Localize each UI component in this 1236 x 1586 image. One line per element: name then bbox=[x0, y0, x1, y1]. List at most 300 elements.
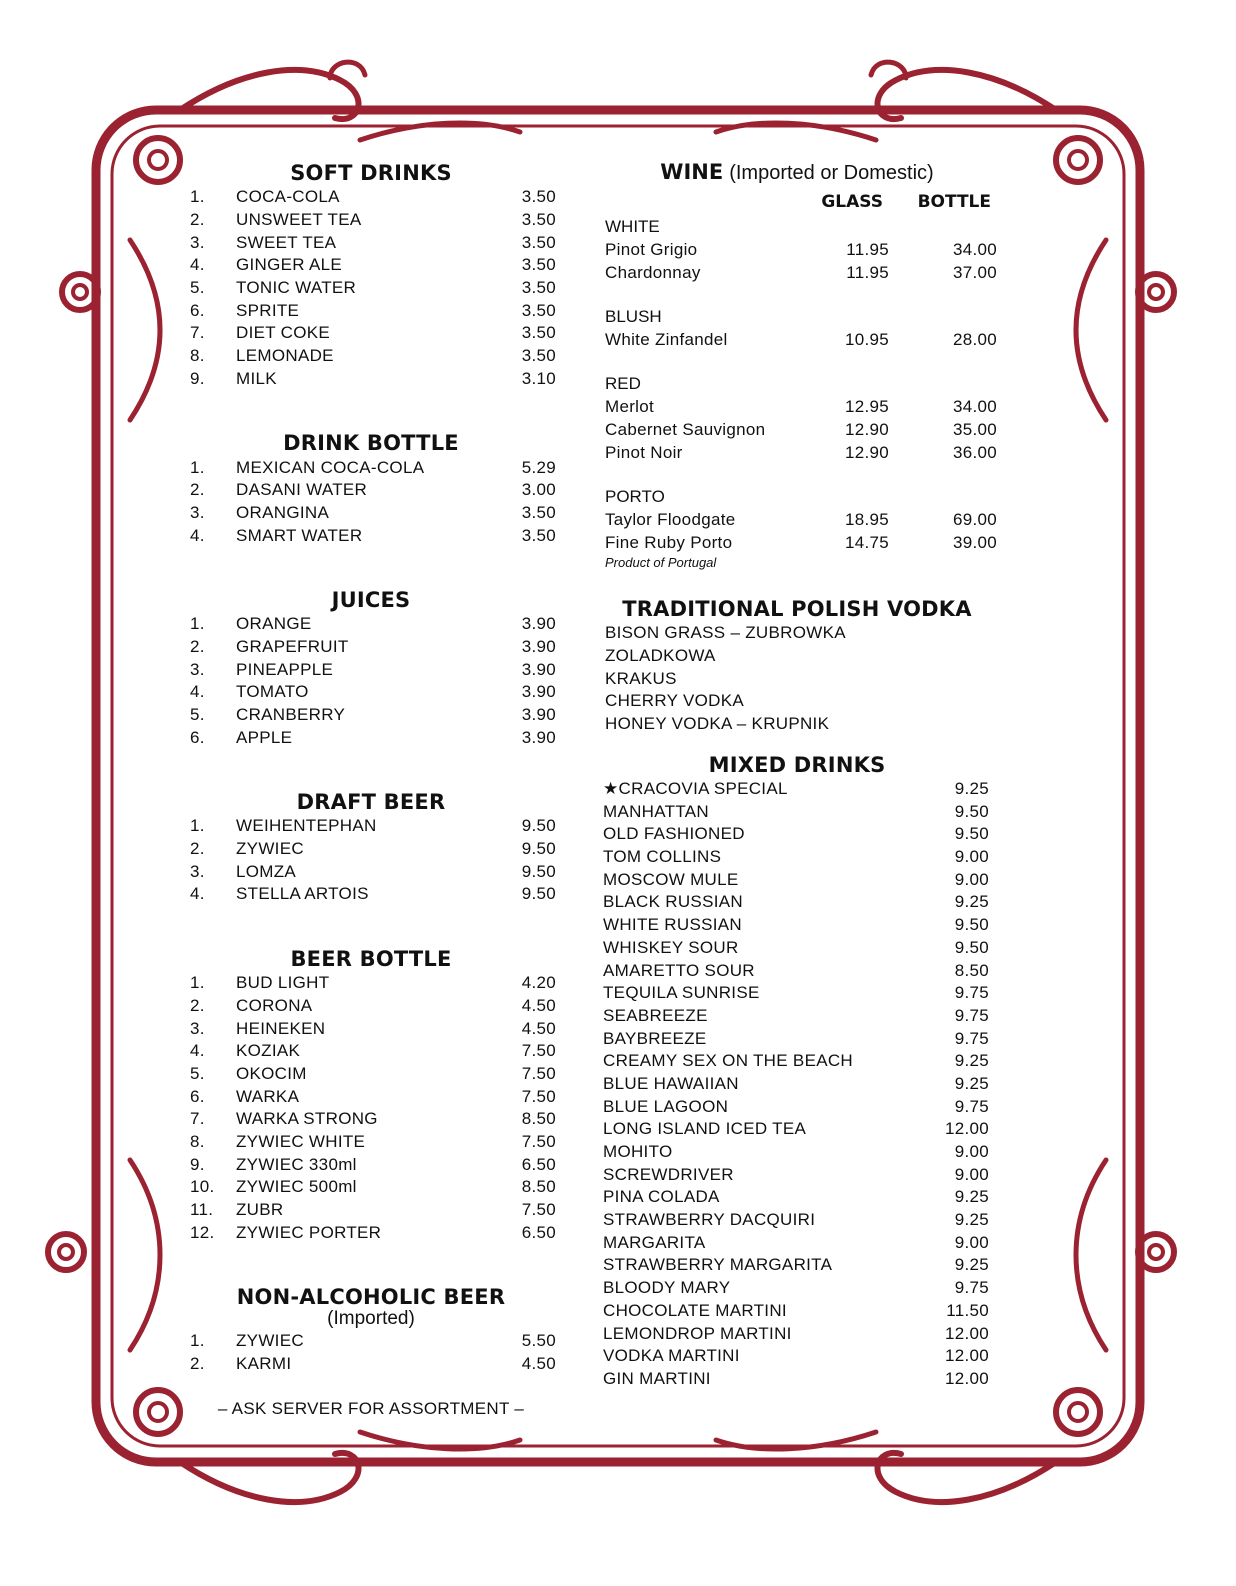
bottle-price: 35.00 bbox=[952, 420, 997, 440]
item-name: WARKA STRONG bbox=[236, 1109, 378, 1129]
item-number: 7. bbox=[190, 1109, 205, 1129]
item-price: 9.50 bbox=[521, 839, 556, 859]
drink-name: LONG ISLAND ICED TEA bbox=[603, 1119, 807, 1139]
drink-price: 9.75 bbox=[954, 1028, 989, 1048]
glass-price: 11.95 bbox=[846, 240, 889, 260]
mixed-drink-item bbox=[597, 1322, 997, 1345]
item-price: 3.90 bbox=[521, 659, 556, 679]
item-name: KARMI bbox=[236, 1354, 292, 1374]
drink-name: VODKA MARTINI bbox=[603, 1346, 740, 1366]
item-number: 4. bbox=[190, 884, 205, 904]
item-number: 7. bbox=[190, 323, 205, 343]
item-name: CORONA bbox=[236, 995, 313, 1015]
item-name: UNSWEET TEA bbox=[236, 210, 362, 230]
item-price: 7.50 bbox=[521, 1131, 556, 1151]
mixed-drink-item bbox=[597, 778, 997, 801]
item-price: 6.50 bbox=[521, 1222, 556, 1242]
wine-item bbox=[597, 261, 997, 284]
list-item bbox=[186, 658, 556, 681]
section-soft-drinks bbox=[186, 160, 556, 390]
drink-price: 12.00 bbox=[944, 1346, 989, 1366]
item-name: KOZIAK bbox=[236, 1041, 301, 1061]
mixed-drink-item bbox=[597, 1277, 997, 1300]
vodka-item: CHERRY VODKA bbox=[605, 691, 745, 711]
section-title: MIXED DRINKS bbox=[708, 752, 886, 777]
item-price: 3.90 bbox=[521, 705, 556, 725]
list-item bbox=[186, 1108, 556, 1131]
list-item bbox=[186, 524, 556, 547]
mixed-drink-item bbox=[597, 914, 997, 937]
section-beer-bottle bbox=[186, 946, 556, 1244]
vodka-item: HONEY VODKA – KRUPNIK bbox=[605, 714, 830, 733]
item-price: 3.50 bbox=[521, 210, 556, 230]
drink-name: MARGARITA bbox=[603, 1232, 706, 1252]
mixed-drink-item bbox=[597, 1118, 997, 1141]
drink-name: AMARETTO SOUR bbox=[603, 960, 755, 980]
wine-category: BLUSH bbox=[605, 307, 662, 327]
item-list bbox=[186, 613, 556, 749]
list-item bbox=[186, 322, 556, 345]
item-number: 4. bbox=[190, 682, 205, 702]
item-name: TONIC WATER bbox=[236, 278, 357, 298]
drink-name: BLACK RUSSIAN bbox=[603, 892, 743, 912]
item-number: 2. bbox=[190, 636, 205, 656]
drink-price: 9.75 bbox=[954, 1278, 989, 1298]
item-number: 12. bbox=[190, 1222, 215, 1242]
bottle-price: 34.00 bbox=[952, 397, 997, 417]
wine-name: Merlot bbox=[605, 397, 655, 417]
bottle-price: 36.00 bbox=[952, 442, 997, 462]
list-item bbox=[186, 681, 556, 704]
item-number: 1. bbox=[190, 614, 205, 634]
mixed-drink-item bbox=[597, 1209, 997, 1232]
drink-name: OLD FASHIONED bbox=[603, 824, 745, 844]
wine-item bbox=[597, 532, 997, 555]
list-item bbox=[186, 254, 556, 277]
item-name: ZYWIEC 330ml bbox=[236, 1154, 357, 1174]
item-name: ZYWIEC bbox=[236, 1331, 304, 1351]
bottle-price: 39.00 bbox=[952, 532, 997, 552]
item-name: SWEET TEA bbox=[236, 232, 337, 252]
drink-price: 12.00 bbox=[944, 1323, 989, 1343]
item-price: 4.20 bbox=[521, 973, 556, 993]
section-mixed-drinks bbox=[597, 752, 997, 1391]
wine-category: PORTO bbox=[605, 487, 665, 507]
mixed-drink-item bbox=[597, 1231, 997, 1254]
item-price: 3.50 bbox=[521, 525, 556, 545]
wine-category: WHITE bbox=[605, 217, 660, 236]
mixed-drink-item bbox=[597, 800, 997, 823]
bottle-price: 34.00 bbox=[952, 240, 997, 260]
item-number: 3. bbox=[190, 659, 205, 679]
item-price: 7.50 bbox=[521, 1041, 556, 1061]
drink-name: PINA COLADA bbox=[603, 1187, 720, 1207]
list-item bbox=[186, 1176, 556, 1199]
item-name: APPLE bbox=[236, 727, 293, 747]
item-name: TOMATO bbox=[236, 682, 309, 702]
item-price: 3.50 bbox=[521, 502, 556, 522]
section-title: SOFT DRINKS bbox=[290, 161, 452, 185]
item-name: SMART WATER bbox=[236, 525, 363, 545]
spacer bbox=[597, 284, 997, 306]
item-name: STELLA ARTOIS bbox=[236, 884, 369, 904]
item-list bbox=[186, 972, 556, 1244]
wine-name: Pinot Grigio bbox=[605, 240, 698, 260]
drink-name: STRAWBERRY DACQUIRI bbox=[603, 1210, 816, 1230]
glass-price: 11.95 bbox=[846, 262, 889, 282]
item-number: 3. bbox=[190, 232, 205, 252]
item-name: ZYWIEC PORTER bbox=[236, 1222, 382, 1242]
list-item bbox=[186, 299, 556, 322]
drink-name: SEABREEZE bbox=[603, 1005, 708, 1025]
item-name: ORANGE bbox=[236, 614, 312, 634]
item-number: 1. bbox=[190, 457, 205, 477]
mixed-drink-item bbox=[597, 959, 997, 982]
drink-price: 12.00 bbox=[944, 1119, 989, 1139]
drink-price: 9.00 bbox=[954, 1142, 989, 1162]
item-price: 4.50 bbox=[521, 1354, 556, 1374]
item-number: 3. bbox=[190, 1018, 205, 1038]
drink-price: 9.50 bbox=[954, 937, 989, 957]
item-number: 6. bbox=[190, 300, 205, 320]
drink-name: BAYBREEZE bbox=[603, 1028, 707, 1048]
list-item bbox=[186, 1353, 556, 1376]
section-title: JUICES bbox=[331, 587, 411, 612]
item-price: 6.50 bbox=[521, 1154, 556, 1174]
item-name: WEIHENTEPHAN bbox=[236, 816, 377, 836]
section-subtitle: (Imported) bbox=[327, 1308, 415, 1330]
bottle-price: 69.00 bbox=[952, 510, 997, 530]
item-price: 3.50 bbox=[521, 187, 556, 207]
item-list bbox=[186, 456, 556, 547]
section-drink-bottle bbox=[186, 430, 556, 547]
section-title: WINE bbox=[660, 160, 724, 184]
item-number: 1. bbox=[190, 187, 205, 207]
mixed-drink-item bbox=[597, 1005, 997, 1028]
item-number: 5. bbox=[190, 1063, 205, 1083]
mixed-drink-item bbox=[597, 1368, 997, 1391]
drink-name: WHISKEY SOUR bbox=[603, 937, 739, 957]
item-number: 1. bbox=[190, 816, 205, 836]
item-name: MILK bbox=[236, 368, 277, 388]
section-wine bbox=[597, 160, 997, 572]
item-price: 3.50 bbox=[521, 346, 556, 366]
list-item bbox=[186, 726, 556, 749]
list-item bbox=[186, 1330, 556, 1353]
drink-price: 9.75 bbox=[954, 1096, 989, 1116]
mixed-drink-item bbox=[597, 1186, 997, 1209]
list-item bbox=[186, 1131, 556, 1154]
section-title: BEER BOTTLE bbox=[290, 946, 452, 971]
item-number: 8. bbox=[190, 346, 205, 366]
section-juices bbox=[186, 587, 556, 749]
item-name: CRANBERRY bbox=[236, 705, 346, 725]
item-price: 3.50 bbox=[521, 278, 556, 298]
mixed-drink-item bbox=[597, 1141, 997, 1164]
item-price: 3.50 bbox=[521, 323, 556, 343]
item-price: 7.50 bbox=[521, 1063, 556, 1083]
item-number: 2. bbox=[190, 210, 205, 230]
item-number: 2. bbox=[190, 480, 205, 500]
drink-price: 9.00 bbox=[954, 1232, 989, 1252]
wine-list bbox=[597, 216, 997, 572]
item-price: 4.50 bbox=[521, 995, 556, 1015]
item-number: 5. bbox=[190, 278, 205, 298]
drink-price: 12.00 bbox=[944, 1368, 989, 1388]
drink-price: 9.25 bbox=[954, 892, 989, 912]
glass-price: 12.90 bbox=[844, 442, 889, 462]
glass-header: GLASS bbox=[821, 192, 883, 212]
drink-name: SCREWDRIVER bbox=[603, 1164, 734, 1184]
mixed-drink-item bbox=[597, 1027, 997, 1050]
list-item bbox=[186, 704, 556, 727]
list-item bbox=[186, 613, 556, 636]
item-number: 2. bbox=[190, 839, 205, 859]
drink-price: 9.25 bbox=[954, 1255, 989, 1275]
item-number: 10. bbox=[190, 1177, 215, 1197]
drink-price: 9.50 bbox=[954, 915, 989, 935]
wine-item bbox=[597, 509, 997, 532]
item-list bbox=[186, 186, 556, 390]
item-number: 6. bbox=[190, 727, 205, 747]
bottle-price: 28.00 bbox=[952, 330, 997, 350]
drink-price: 11.50 bbox=[946, 1300, 989, 1320]
section-title: DRINK BOTTLE bbox=[283, 431, 459, 456]
glass-price: 14.75 bbox=[844, 532, 889, 552]
drink-price: 9.75 bbox=[954, 983, 989, 1003]
item-name: DIET COKE bbox=[236, 323, 331, 343]
drink-name: CHOCOLATE MARTINI bbox=[603, 1300, 787, 1320]
mixed-drink-item bbox=[597, 982, 997, 1005]
item-price: 7.50 bbox=[521, 1086, 556, 1106]
wine-name: Chardonnay bbox=[605, 262, 701, 282]
wine-name: Pinot Noir bbox=[605, 442, 683, 462]
item-price: 3.10 bbox=[521, 368, 556, 388]
item-price: 7.50 bbox=[521, 1200, 556, 1220]
item-number: 1. bbox=[190, 973, 205, 993]
item-price: 9.50 bbox=[521, 884, 556, 904]
vodka-item: ZOLADKOWA bbox=[605, 645, 716, 665]
drink-price: 9.25 bbox=[954, 1051, 989, 1071]
list-item bbox=[186, 883, 556, 906]
left-column bbox=[186, 160, 556, 1419]
item-price: 3.00 bbox=[521, 480, 556, 500]
list-item bbox=[186, 1153, 556, 1176]
wine-header bbox=[597, 160, 997, 186]
drink-name: LEMONDROP MARTINI bbox=[603, 1323, 792, 1343]
list-item bbox=[186, 209, 556, 232]
mixed-drink-item bbox=[597, 1345, 997, 1368]
list-item bbox=[186, 838, 556, 861]
drink-name: ★CRACOVIA SPECIAL bbox=[603, 779, 788, 799]
right-column bbox=[597, 160, 997, 1390]
item-name: MEXICAN COCA-COLA bbox=[236, 457, 425, 477]
list-item bbox=[186, 1199, 556, 1222]
item-price: 5.29 bbox=[521, 457, 556, 477]
item-name: ZYWIEC 500ml bbox=[236, 1177, 357, 1197]
list-item bbox=[186, 860, 556, 883]
item-name: COCA-COLA bbox=[236, 187, 340, 207]
item-price: 8.50 bbox=[521, 1177, 556, 1197]
list-item bbox=[186, 277, 556, 300]
list-item bbox=[186, 1063, 556, 1086]
wine-category: RED bbox=[605, 374, 641, 394]
item-name: ZYWIEC WHITE bbox=[236, 1131, 366, 1151]
item-number: 4. bbox=[190, 1041, 205, 1061]
mixed-drink-item bbox=[597, 868, 997, 891]
item-number: 3. bbox=[190, 861, 205, 881]
item-list bbox=[186, 815, 556, 906]
mixed-drink-item bbox=[597, 1095, 997, 1118]
glass-price: 12.90 bbox=[844, 420, 889, 440]
mixed-drinks-list bbox=[597, 778, 997, 1391]
wine-name: Taylor Floodgate bbox=[605, 510, 736, 530]
item-price: 9.50 bbox=[521, 816, 556, 836]
drink-name: MOSCOW MULE bbox=[603, 869, 739, 889]
drink-price: 9.25 bbox=[954, 779, 989, 799]
item-price: 4.50 bbox=[521, 1018, 556, 1038]
item-name: SPRITE bbox=[236, 300, 300, 320]
wine-name: Fine Ruby Porto bbox=[605, 532, 733, 552]
drink-name: TOM COLLINS bbox=[603, 847, 722, 867]
mixed-drink-item bbox=[597, 1073, 997, 1096]
list-item bbox=[186, 479, 556, 502]
section-title: NON-ALCOHOLIC BEER bbox=[236, 1285, 506, 1310]
drink-name: TEQUILA SUNRISE bbox=[603, 983, 760, 1003]
drink-price: 9.25 bbox=[954, 1187, 989, 1207]
list-item bbox=[186, 995, 556, 1018]
item-name: ZUBR bbox=[236, 1200, 284, 1220]
list-item bbox=[186, 815, 556, 838]
drink-name: MANHATTAN bbox=[603, 801, 709, 821]
glass-price: 18.95 bbox=[844, 510, 889, 530]
item-price: 3.50 bbox=[521, 300, 556, 320]
drink-name: MOHITO bbox=[603, 1142, 673, 1162]
drink-name: GIN MARTINI bbox=[603, 1368, 711, 1388]
list-item bbox=[186, 368, 556, 391]
item-name: HEINEKEN bbox=[236, 1018, 326, 1038]
list-item bbox=[186, 636, 556, 659]
item-name: ZYWIEC bbox=[236, 839, 304, 859]
item-number: 1. bbox=[190, 1331, 205, 1351]
wine-item bbox=[597, 329, 997, 352]
drink-price: 9.00 bbox=[954, 1164, 989, 1184]
list-item bbox=[186, 1017, 556, 1040]
item-number: 2. bbox=[190, 995, 205, 1015]
list-item bbox=[186, 345, 556, 368]
list-item bbox=[186, 231, 556, 254]
item-number: 11. bbox=[190, 1200, 214, 1220]
mixed-drink-item bbox=[597, 891, 997, 914]
list-item bbox=[186, 1221, 556, 1244]
item-name: WARKA bbox=[236, 1086, 300, 1106]
section-non-alcoholic-beer bbox=[186, 1284, 556, 1419]
item-number: 5. bbox=[190, 705, 205, 725]
bottle-header: BOTTLE bbox=[917, 192, 991, 212]
item-name: GRAPEFRUIT bbox=[236, 636, 349, 656]
item-name: LOMZA bbox=[236, 861, 297, 881]
section-draft-beer bbox=[186, 789, 556, 906]
wine-item bbox=[597, 419, 997, 442]
drink-name: STRAWBERRY MARGARITA bbox=[603, 1255, 833, 1275]
item-number: 2. bbox=[190, 1354, 205, 1374]
wine-item bbox=[597, 442, 997, 465]
item-number: 9. bbox=[190, 368, 205, 388]
item-name: OKOCIM bbox=[236, 1063, 307, 1083]
item-name: BUD LIGHT bbox=[236, 973, 330, 993]
item-name: LEMONADE bbox=[236, 346, 334, 366]
drink-price: 9.25 bbox=[954, 1210, 989, 1230]
mixed-drink-item bbox=[597, 937, 997, 960]
item-name: ORANGINA bbox=[236, 502, 330, 522]
vodka-item: BISON GRASS – ZUBROWKA bbox=[605, 623, 846, 643]
drink-price: 9.50 bbox=[954, 801, 989, 821]
wine-name: Cabernet Sauvignon bbox=[605, 420, 766, 440]
list-item bbox=[186, 186, 556, 209]
drink-price: 9.00 bbox=[954, 869, 989, 889]
wine-column-headers bbox=[597, 192, 997, 216]
item-price: 9.50 bbox=[521, 861, 556, 881]
assortment-note: – ASK SERVER FOR ASSORTMENT – bbox=[217, 1399, 525, 1419]
mixed-drink-item bbox=[597, 846, 997, 869]
item-name: GINGER ALE bbox=[236, 255, 342, 275]
item-price: 5.50 bbox=[521, 1331, 556, 1351]
drink-price: 9.75 bbox=[954, 1005, 989, 1025]
drink-price: 9.50 bbox=[954, 824, 989, 844]
drink-price: 9.25 bbox=[954, 1073, 989, 1093]
vodka-list bbox=[597, 622, 997, 735]
spacer bbox=[597, 351, 997, 373]
item-price: 3.50 bbox=[521, 255, 556, 275]
wine-name: White Zinfandel bbox=[605, 330, 728, 350]
item-number: 9. bbox=[190, 1154, 205, 1174]
mixed-drink-item bbox=[597, 1254, 997, 1277]
list-item bbox=[186, 502, 556, 525]
item-number: 8. bbox=[190, 1131, 205, 1151]
origin-note: Product of Portugal bbox=[605, 555, 717, 571]
item-price: 3.90 bbox=[521, 636, 556, 656]
item-list bbox=[186, 1330, 556, 1375]
list-item bbox=[186, 456, 556, 479]
item-price: 3.90 bbox=[521, 682, 556, 702]
section-title: TRADITIONAL POLISH VODKA bbox=[622, 597, 972, 622]
list-item bbox=[186, 1085, 556, 1108]
item-number: 4. bbox=[190, 255, 205, 275]
section-subtitle: (Imported or Domestic) bbox=[729, 162, 934, 184]
glass-price: 12.95 bbox=[844, 397, 889, 417]
item-number: 4. bbox=[190, 525, 205, 545]
glass-price: 10.95 bbox=[844, 330, 889, 350]
wine-item bbox=[597, 239, 997, 262]
drink-price: 8.50 bbox=[954, 960, 989, 980]
vodka-item: KRAKUS bbox=[605, 668, 677, 688]
bottle-price: 37.00 bbox=[952, 262, 997, 282]
item-price: 3.50 bbox=[521, 232, 556, 252]
list-item bbox=[186, 972, 556, 995]
mixed-drink-item bbox=[597, 1163, 997, 1186]
drink-name: BLOODY MARY bbox=[603, 1278, 731, 1298]
section-polish-vodka bbox=[597, 596, 997, 735]
drink-name: BLUE LAGOON bbox=[603, 1096, 729, 1116]
item-name: PINEAPPLE bbox=[236, 659, 334, 679]
mixed-drink-item bbox=[597, 823, 997, 846]
spacer bbox=[597, 464, 997, 486]
list-item bbox=[186, 1040, 556, 1063]
item-number: 3. bbox=[190, 502, 205, 522]
drink-name: BLUE HAWAIIAN bbox=[603, 1073, 739, 1093]
section-title: DRAFT BEER bbox=[296, 790, 446, 815]
item-number: 6. bbox=[190, 1086, 205, 1106]
